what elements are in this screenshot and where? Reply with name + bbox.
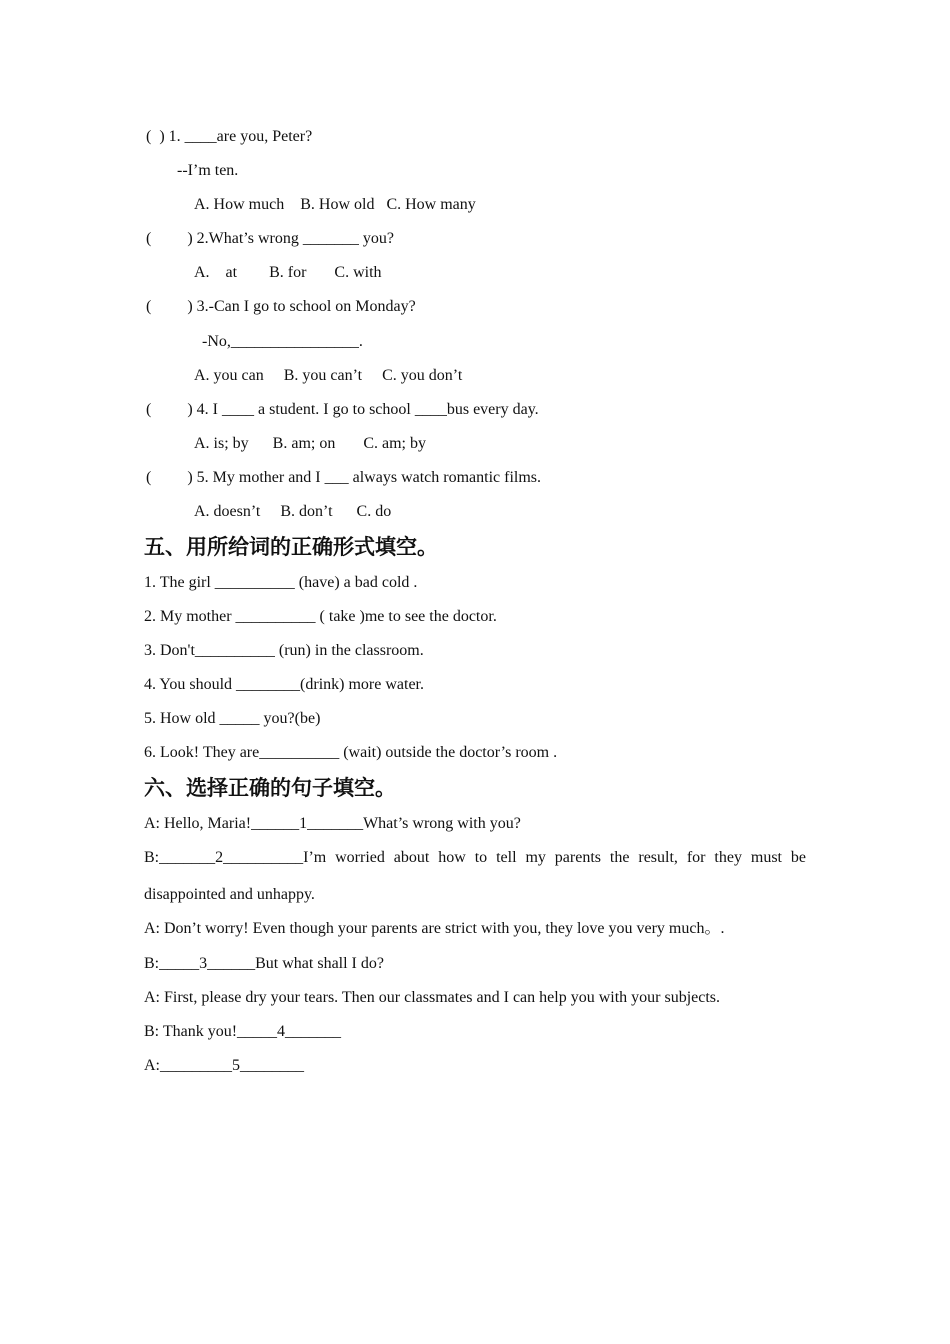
dialog-line-2-cont: disappointed and unhappy. (144, 886, 315, 903)
s5-item-5: 5. How old _____ you?(be) (144, 710, 321, 727)
dialog-line-4: B:_____3______But what shall I do? (144, 955, 384, 972)
dialog-line-5: A: First, please dry your tears. Then our classmates and I can help you with your subjects. (144, 989, 721, 1006)
q4-stem: ( ) 4. I ____ a student. I go to school ____bus every day. (146, 401, 539, 418)
s5-item-3: 3. Don't__________ (run) in the classroom. (144, 642, 424, 659)
q1-stem: ( ) 1. ____are you, Peter? (146, 128, 313, 145)
s5-item-2: 2. My mother __________ ( take )me to see the doctor. (144, 608, 497, 625)
s5-item-4: 4. You should ________(drink) more water. (144, 676, 424, 693)
section5-heading: 五、用所给词的正确形式填空。 (144, 535, 438, 559)
q1-sub: --I’m ten. (177, 162, 239, 179)
dialog-line-6: B: Thank you!_____4_______ (144, 1023, 342, 1040)
q3-sub: -No,________________. (202, 333, 363, 350)
q1-options: A. How much B. How old C. How many (194, 196, 476, 213)
q2-stem: ( ) 2.What’s wrong _______ you? (146, 230, 394, 247)
q3-options: A. you can B. you can’t C. you don’t (194, 367, 463, 384)
s5-item-1: 1. The girl __________ (have) a bad cold . (144, 574, 418, 591)
dialog-line-3: A: Don’t worry! Even though your parents are strict with you, they love you very much。. (144, 920, 725, 937)
dialog-line-7: A:_________5________ (144, 1057, 304, 1074)
dialog-line-2: B:_______2__________I’m worried about how to tell my parents the result, for they must be (144, 849, 806, 866)
q5-options: A. doesn’t B. don’t C. do (194, 503, 392, 520)
q4-options: A. is; by B. am; on C. am; by (194, 435, 426, 452)
s5-item-6: 6. Look! They are__________ (wait) outside the doctor’s room . (144, 744, 558, 761)
q2-options: A. at B. for C. with (194, 264, 382, 281)
dialog-line-1: A: Hello, Maria!______1_______What’s wrong with you? (144, 815, 521, 832)
q3-stem: ( ) 3.-Can I go to school on Monday? (146, 298, 416, 315)
q5-stem: ( ) 5. My mother and I ___ always watch romantic films. (146, 469, 542, 486)
section6-heading: 六、选择正确的句子填空。 (144, 776, 396, 800)
